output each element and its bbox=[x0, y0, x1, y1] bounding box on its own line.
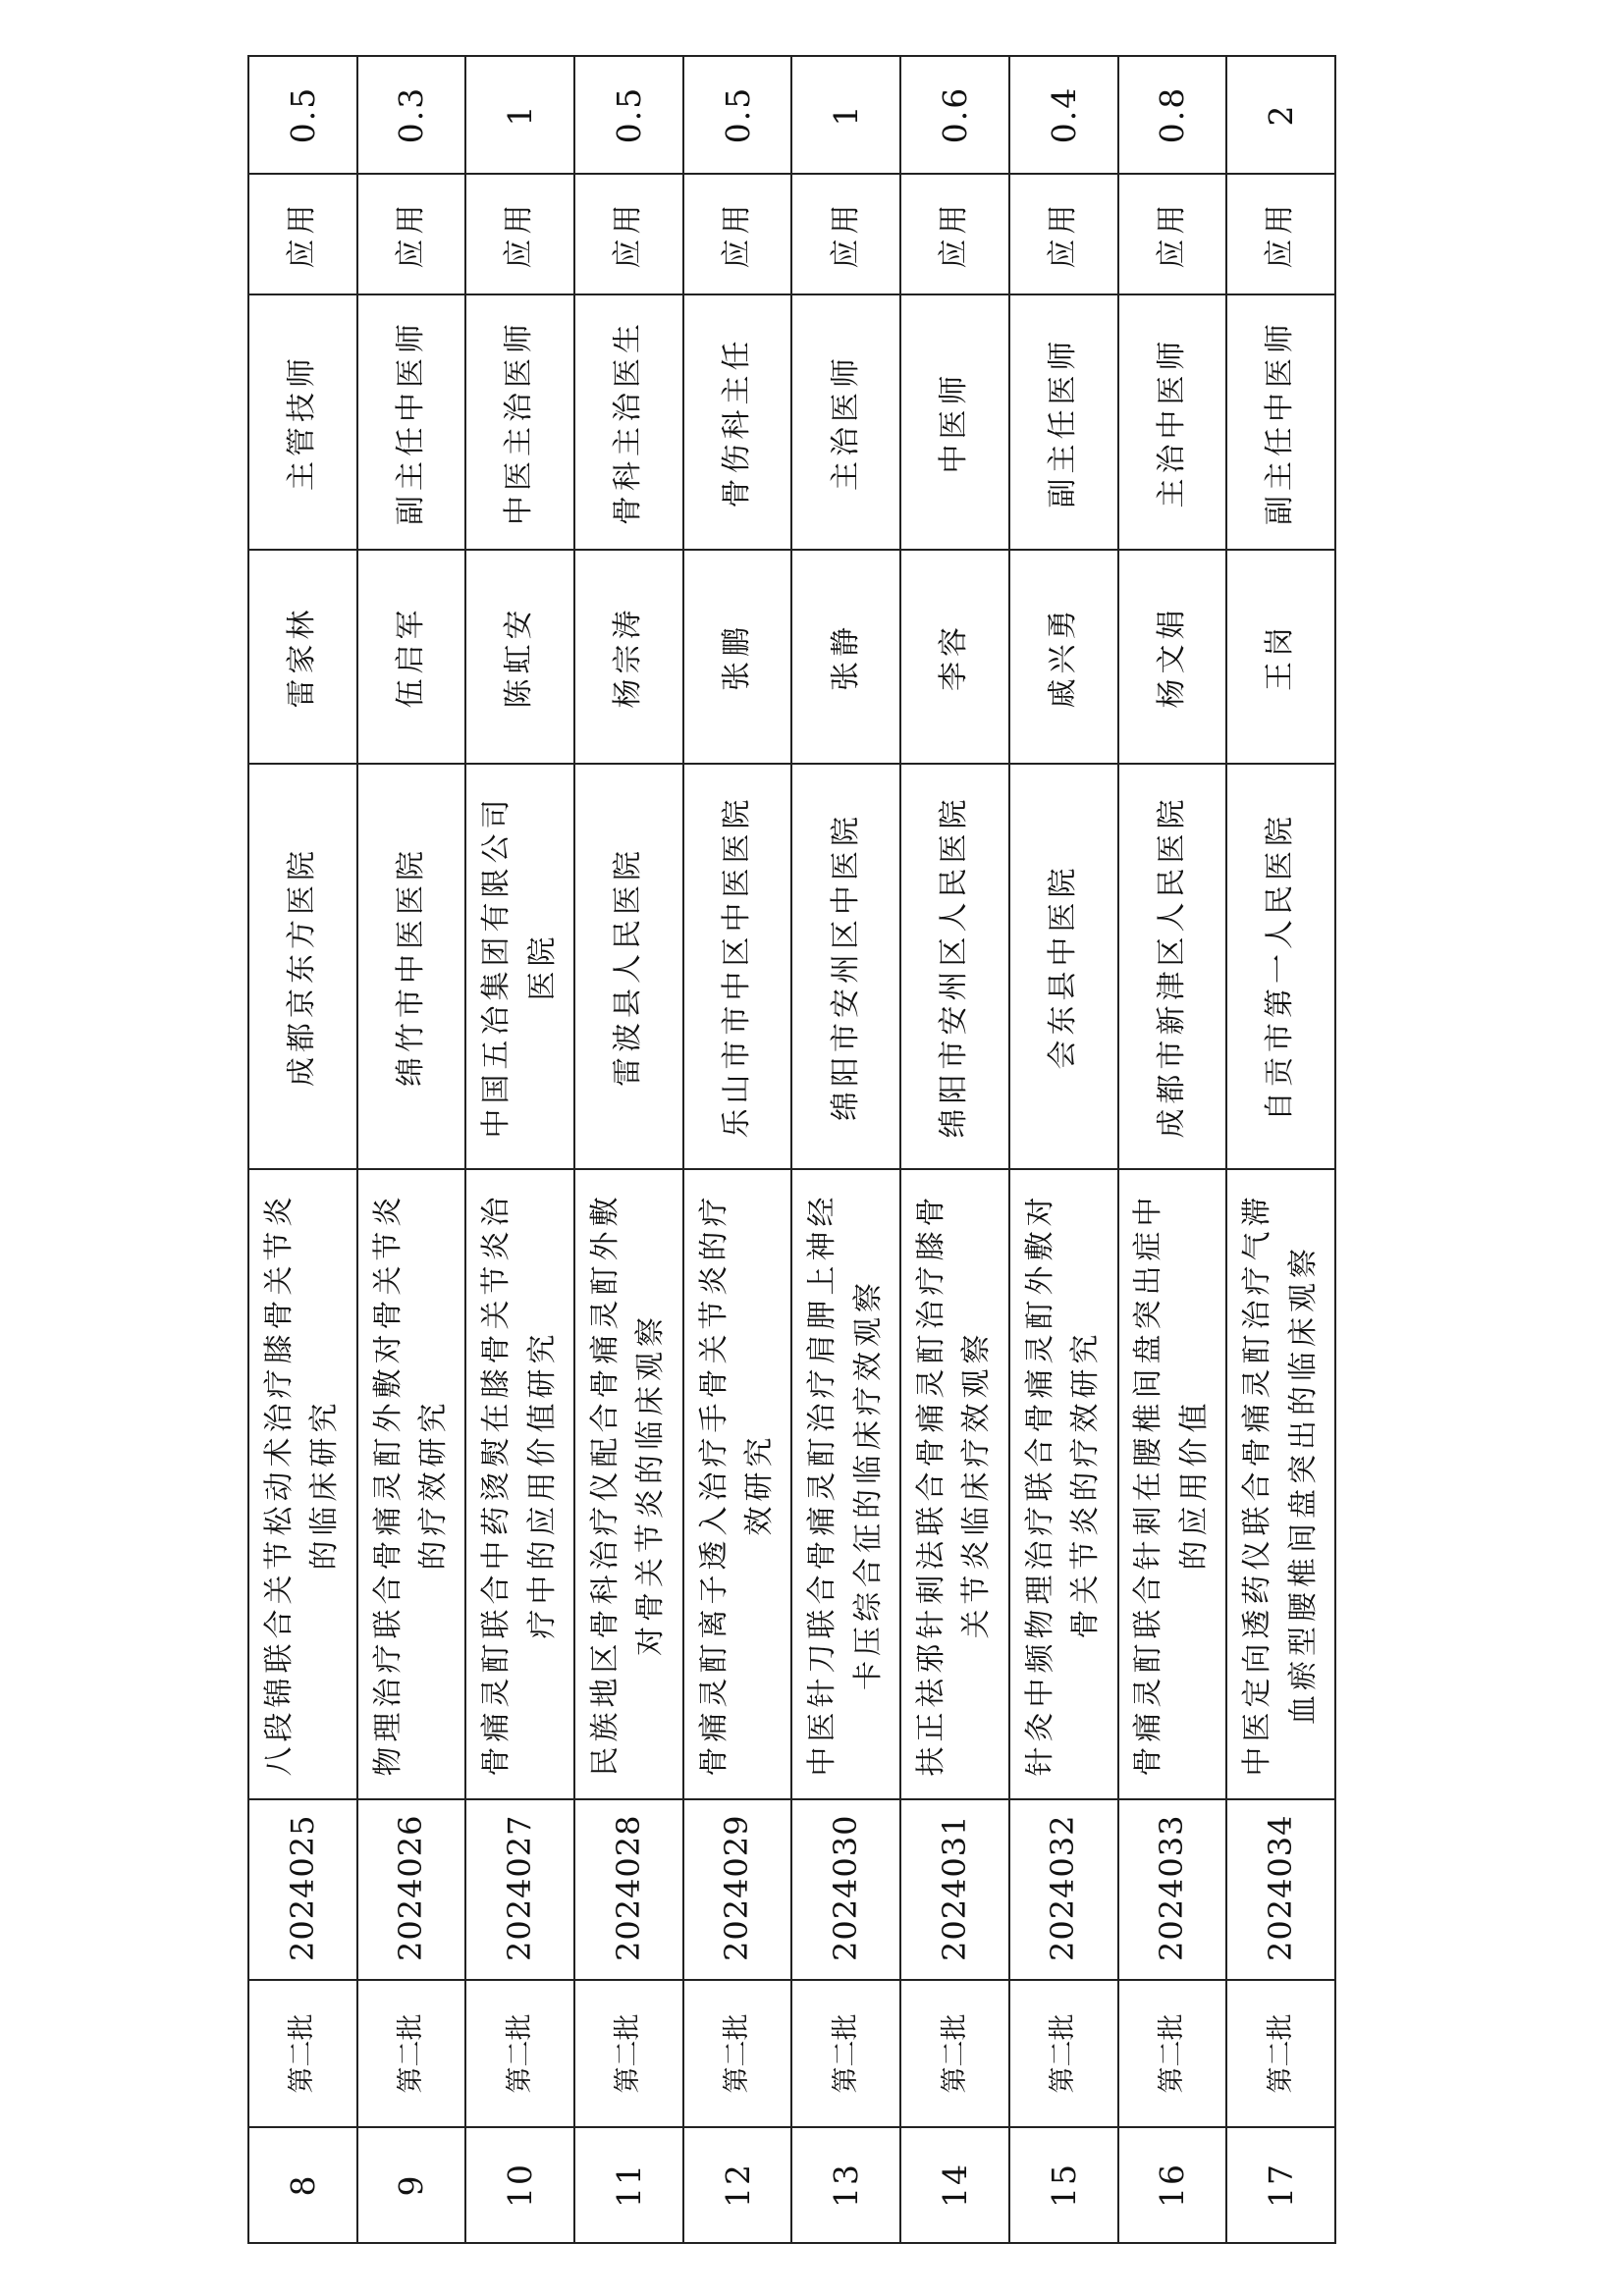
batch-label: 第二批 bbox=[357, 1980, 466, 2127]
project-title: 骨痛灵酊离子透入治疗手骨关节炎的疗效研究 bbox=[683, 1169, 792, 1799]
credit-value: 1 bbox=[791, 56, 900, 174]
table-row bbox=[248, 56, 357, 2243]
job-title: 主治中医师 bbox=[1118, 294, 1227, 550]
project-code: 2024033 bbox=[1118, 1799, 1227, 1980]
batch-label: 第二批 bbox=[1009, 1980, 1118, 2127]
project-code: 2024026 bbox=[357, 1799, 466, 1980]
credit-value: 0.6 bbox=[900, 56, 1009, 174]
unit-name: 成都市新津区人民医院 bbox=[1118, 764, 1227, 1169]
unit-name: 绵阳市安州区中医院 bbox=[791, 764, 900, 1169]
unit-name: 绵阳市安州区人民医院 bbox=[900, 764, 1009, 1169]
person-name: 陈虹安 bbox=[465, 550, 574, 764]
row-number: 15 bbox=[1009, 2127, 1118, 2243]
row-number: 12 bbox=[683, 2127, 792, 2243]
project-code: 2024029 bbox=[683, 1799, 792, 1980]
batch-label: 第二批 bbox=[1118, 1980, 1227, 2127]
table-row bbox=[465, 56, 574, 2243]
project-title: 中医定向透药仪联合骨痛灵酊治疗气滞血瘀型腰椎间盘突出的临床观察 bbox=[1226, 1169, 1335, 1799]
job-title: 副主任中医师 bbox=[357, 294, 466, 550]
project-title: 骨痛灵酊联合针刺在腰椎间盘突出症中的应用价值 bbox=[1118, 1169, 1227, 1799]
category-label: 应用 bbox=[248, 174, 357, 294]
category-label: 应用 bbox=[791, 174, 900, 294]
rotated-page-content bbox=[247, 57, 1336, 2244]
person-name: 张鹏 bbox=[683, 550, 792, 764]
person-name: 雷家林 bbox=[248, 550, 357, 764]
credit-value: 0.5 bbox=[574, 56, 683, 174]
project-code: 2024030 bbox=[791, 1799, 900, 1980]
person-name: 杨文娟 bbox=[1118, 550, 1227, 764]
category-label: 应用 bbox=[683, 174, 792, 294]
project-title: 物理治疗联合骨痛灵酊外敷对骨关节炎的疗效研究 bbox=[357, 1169, 466, 1799]
credit-value: 0.3 bbox=[357, 56, 466, 174]
unit-name: 绵竹市中医医院 bbox=[357, 764, 466, 1169]
project-code: 2024027 bbox=[465, 1799, 574, 1980]
project-title: 民族地区骨科治疗仪配合骨痛灵酊外敷对骨关节炎的临床观察 bbox=[574, 1169, 683, 1799]
project-title: 八段锦联合关节松动术治疗膝骨关节炎的临床研究 bbox=[248, 1169, 357, 1799]
project-title: 扶正祛邪针刺法联合骨痛灵酊治疗膝骨关节炎临床疗效观察 bbox=[900, 1169, 1009, 1799]
table-row bbox=[1118, 56, 1227, 2243]
credit-value: 1 bbox=[465, 56, 574, 174]
batch-label: 第二批 bbox=[791, 1980, 900, 2127]
category-label: 应用 bbox=[574, 174, 683, 294]
unit-name: 雷波县人民医院 bbox=[574, 764, 683, 1169]
credit-value: 0.4 bbox=[1009, 56, 1118, 174]
category-label: 应用 bbox=[357, 174, 466, 294]
person-name: 戚兴勇 bbox=[1009, 550, 1118, 764]
table-body bbox=[248, 56, 1335, 2243]
row-number: 9 bbox=[357, 2127, 466, 2243]
job-title: 主管技师 bbox=[248, 294, 357, 550]
row-number: 16 bbox=[1118, 2127, 1227, 2243]
project-title: 骨痛灵酊联合中药烫熨在膝骨关节炎治疗中的应用价值研究 bbox=[465, 1169, 574, 1799]
project-code: 2024028 bbox=[574, 1799, 683, 1980]
row-number: 8 bbox=[248, 2127, 357, 2243]
batch-label: 第二批 bbox=[465, 1980, 574, 2127]
person-name: 李容 bbox=[900, 550, 1009, 764]
table-row bbox=[1226, 56, 1335, 2243]
batch-label: 第二批 bbox=[1226, 1980, 1335, 2127]
table-row bbox=[574, 56, 683, 2243]
unit-name: 乐山市市中区中医医院 bbox=[683, 764, 792, 1169]
unit-name: 成都京东方医院 bbox=[248, 764, 357, 1169]
category-label: 应用 bbox=[465, 174, 574, 294]
credit-value: 0.5 bbox=[248, 56, 357, 174]
table-row bbox=[357, 56, 466, 2243]
job-title: 副主任中医师 bbox=[1226, 294, 1335, 550]
category-label: 应用 bbox=[900, 174, 1009, 294]
credit-value: 0.5 bbox=[683, 56, 792, 174]
project-title: 中医针刀联合骨痛灵酊治疗肩胛上神经卡压综合征的临床疗效观察 bbox=[791, 1169, 900, 1799]
project-table bbox=[247, 55, 1336, 2244]
project-code: 2024031 bbox=[900, 1799, 1009, 1980]
unit-name: 自贡市第一人民医院 bbox=[1226, 764, 1335, 1169]
table-row bbox=[1009, 56, 1118, 2243]
job-title: 中医师 bbox=[900, 294, 1009, 550]
batch-label: 第二批 bbox=[900, 1980, 1009, 2127]
person-name: 杨宗涛 bbox=[574, 550, 683, 764]
project-code: 2024032 bbox=[1009, 1799, 1118, 1980]
batch-label: 第二批 bbox=[683, 1980, 792, 2127]
project-code: 2024034 bbox=[1226, 1799, 1335, 1980]
job-title: 主治医师 bbox=[791, 294, 900, 550]
table-row bbox=[683, 56, 792, 2243]
category-label: 应用 bbox=[1009, 174, 1118, 294]
person-name: 王岗 bbox=[1226, 550, 1335, 764]
job-title: 副主任医师 bbox=[1009, 294, 1118, 550]
person-name: 张静 bbox=[791, 550, 900, 764]
unit-name: 中国五冶集团有限公司医院 bbox=[465, 764, 574, 1169]
table-row bbox=[791, 56, 900, 2243]
category-label: 应用 bbox=[1118, 174, 1227, 294]
row-number: 10 bbox=[465, 2127, 574, 2243]
table-row bbox=[900, 56, 1009, 2243]
unit-name: 会东县中医院 bbox=[1009, 764, 1118, 1169]
credit-value: 0.8 bbox=[1118, 56, 1227, 174]
category-label: 应用 bbox=[1226, 174, 1335, 294]
credit-value: 2 bbox=[1226, 56, 1335, 174]
batch-label: 第二批 bbox=[574, 1980, 683, 2127]
job-title: 骨伤科主任 bbox=[683, 294, 792, 550]
job-title: 中医主治医师 bbox=[465, 294, 574, 550]
person-name: 伍启军 bbox=[357, 550, 466, 764]
job-title: 骨科主治医生 bbox=[574, 294, 683, 550]
project-title: 针灸中频物理治疗联合骨痛灵酊外敷对骨关节炎的疗效研究 bbox=[1009, 1169, 1118, 1799]
row-number: 11 bbox=[574, 2127, 683, 2243]
batch-label: 第二批 bbox=[248, 1980, 357, 2127]
row-number: 13 bbox=[791, 2127, 900, 2243]
row-number: 17 bbox=[1226, 2127, 1335, 2243]
row-number: 14 bbox=[900, 2127, 1009, 2243]
project-code: 2024025 bbox=[248, 1799, 357, 1980]
